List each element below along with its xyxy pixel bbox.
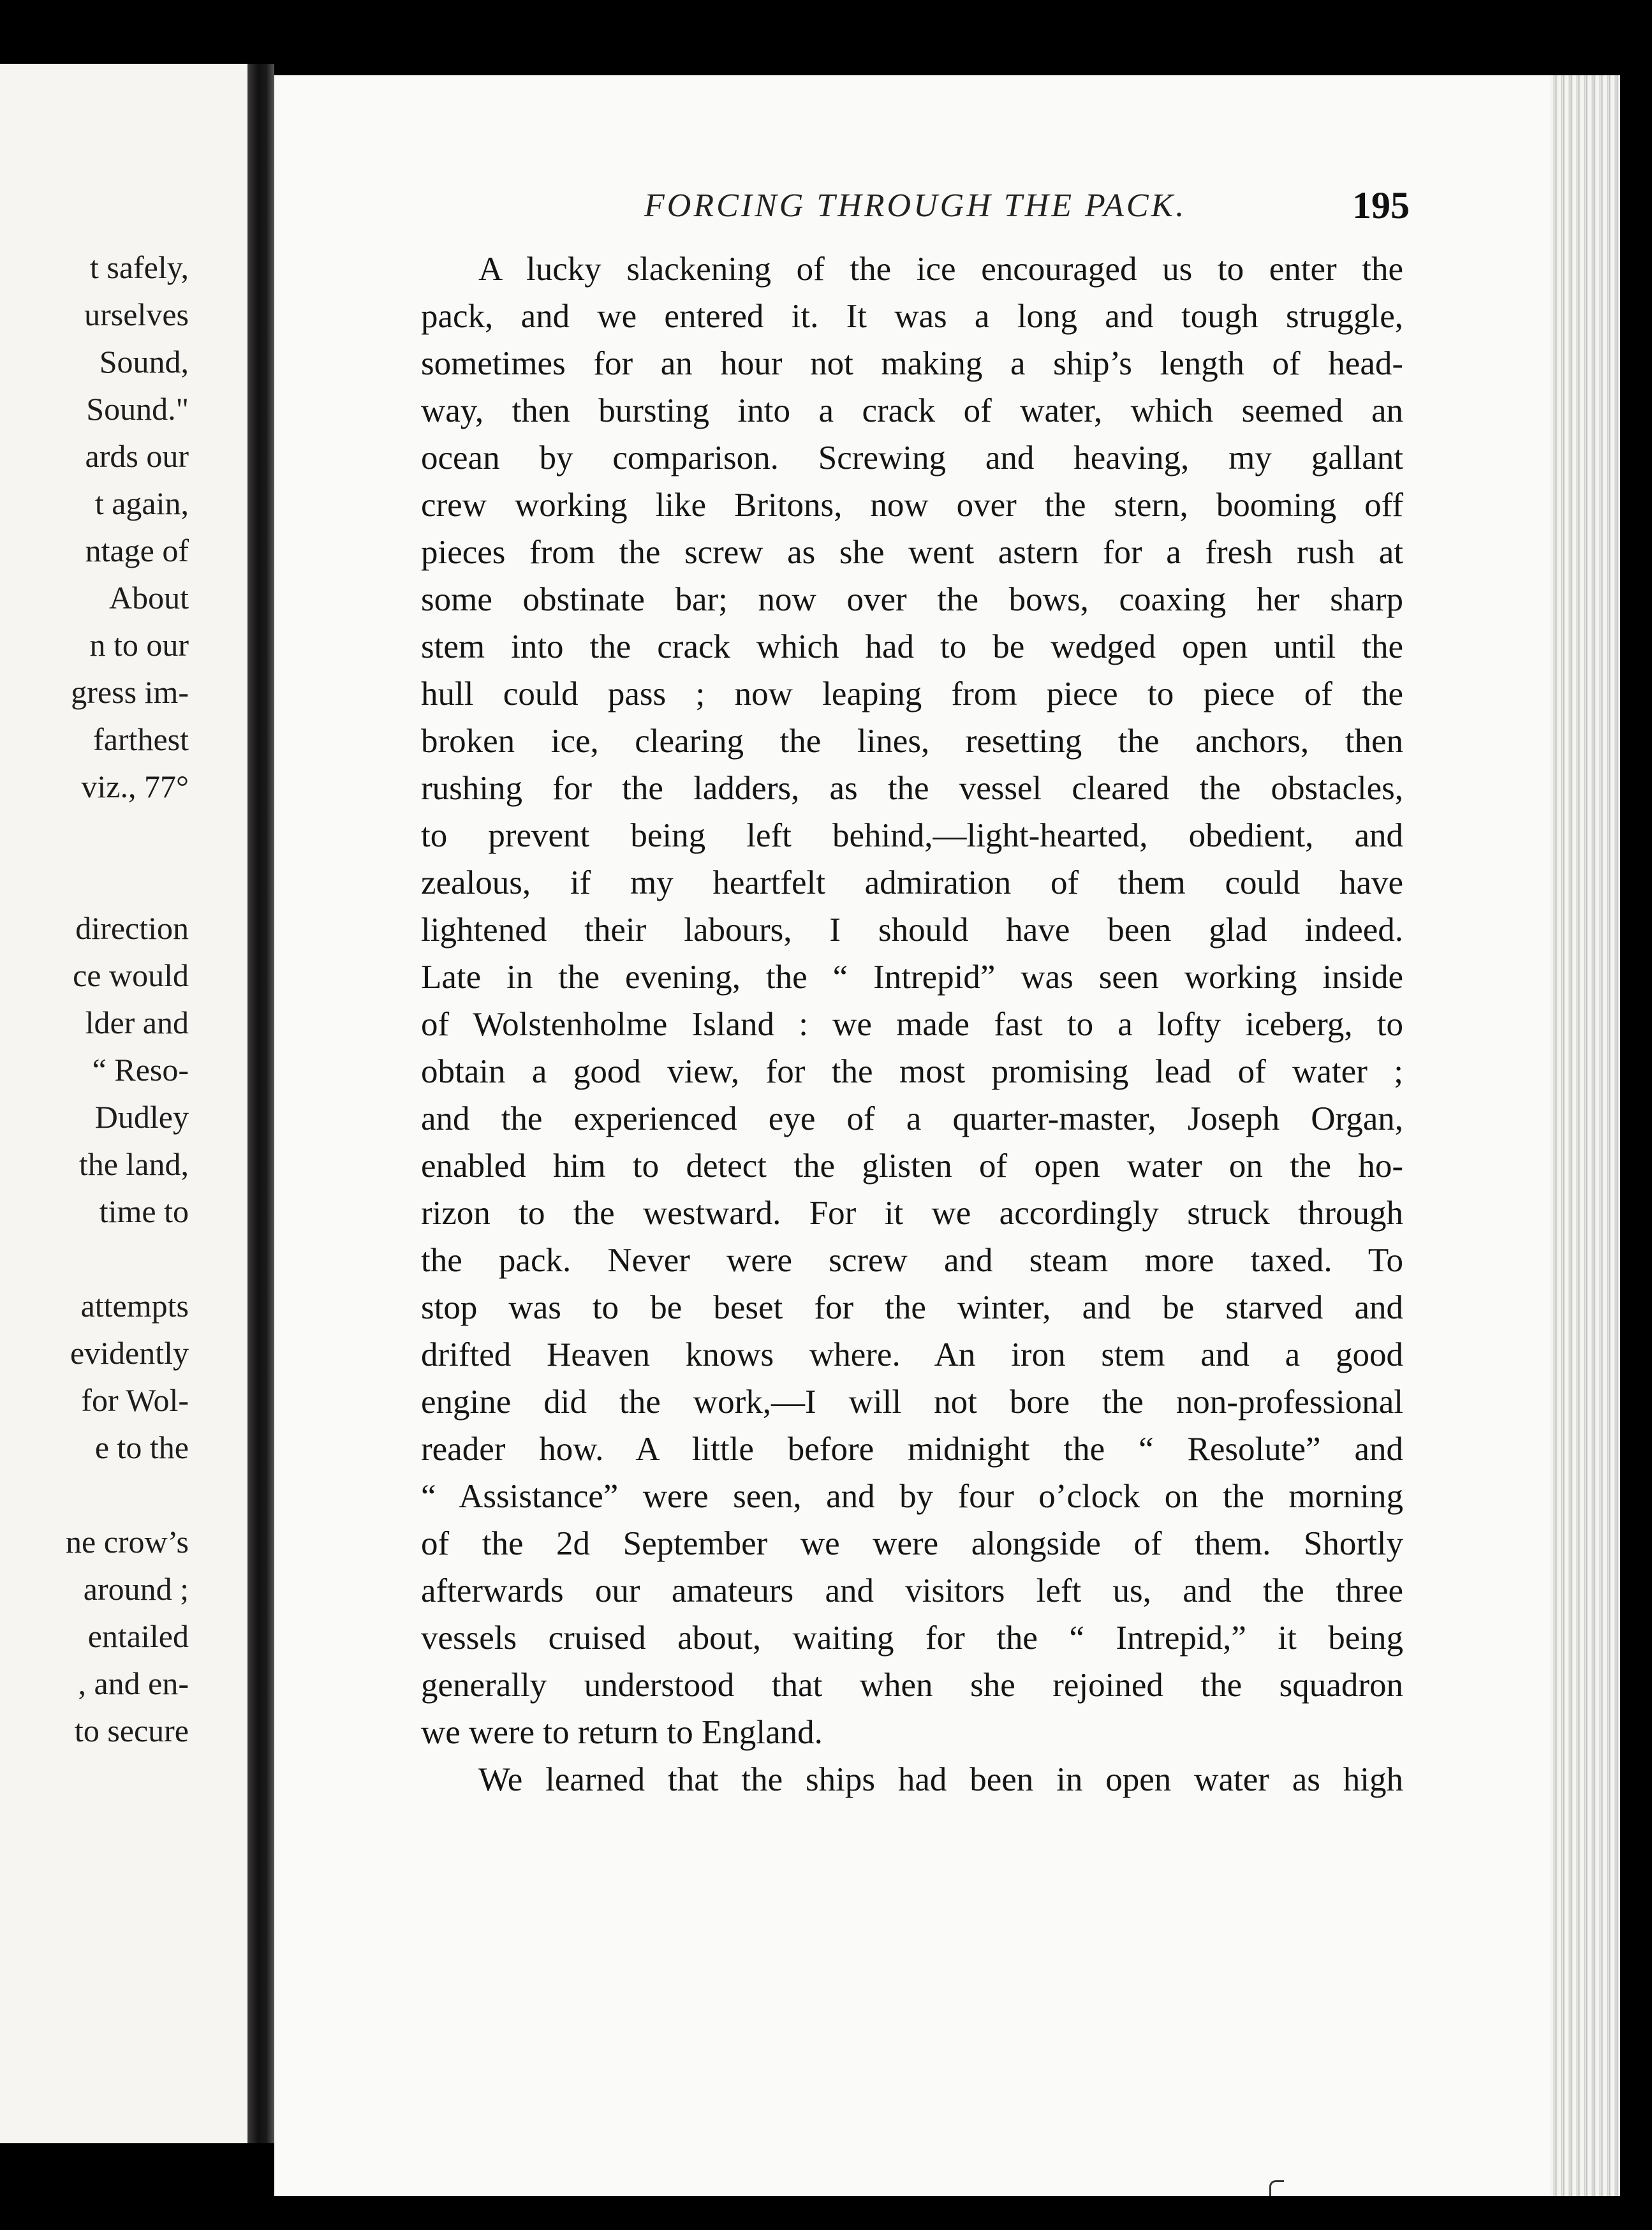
text-line: “ Assistance” were seen, and by four o’clock on the morning	[421, 1478, 1403, 1515]
text-line: stem into the crack which had to be wedged open until the	[421, 628, 1403, 665]
left-text-line: Sound,	[99, 344, 189, 380]
left-page-fragment	[0, 64, 247, 2143]
text-line: crew working like Britons, now over the stern, booming off	[421, 487, 1403, 524]
text-line: zealous, if my heartfelt admiration of them could have	[421, 864, 1403, 901]
text-line: some obstinate bar; now over the bows, coaxing her sharp	[421, 581, 1403, 618]
left-text-line: around ;	[83, 1571, 189, 1607]
left-text-line: n to our	[89, 627, 189, 663]
left-text-line: Dudley	[94, 1099, 189, 1135]
text-line: A lucky slackening of the ice encouraged us to enter the	[478, 251, 1403, 288]
text-line: afterwards our amateurs and visitors left us, and the three	[421, 1572, 1403, 1609]
page-fold-mark	[1269, 2180, 1284, 2196]
left-text-line: attempts	[80, 1288, 189, 1324]
left-text-line: evidently	[70, 1335, 189, 1371]
left-text-line: ards our	[85, 438, 189, 474]
text-line: engine did the work,—I will not bore the non-professional	[421, 1384, 1403, 1421]
text-line: enabled him to detect the glisten of open water on the ho-	[421, 1148, 1403, 1185]
running-head: FORCING THROUGH THE PACK.	[644, 188, 1187, 224]
text-line: of Wolstenholme Island : we made fast to a lofty iceberg, to	[421, 1006, 1403, 1043]
book-gutter	[247, 64, 274, 2143]
text-line: Late in the evening, the “ Intrepid” was seen working inside	[421, 959, 1403, 996]
left-text-line: farthest	[93, 721, 189, 757]
left-text-line: , and en-	[78, 1665, 189, 1701]
left-text-line: t again,	[94, 485, 189, 521]
text-line: We learned that the ships had been in open water as high	[478, 1761, 1403, 1798]
left-text-line: urselves	[84, 297, 189, 332]
text-line: way, then bursting into a crack of water, which seemed an	[421, 392, 1403, 429]
left-text-line: ce would	[73, 957, 189, 993]
page-number: 195	[1352, 184, 1410, 226]
left-text-line: entailed	[87, 1618, 189, 1654]
text-line: of the 2d September we were alongside of them. Shortly	[421, 1525, 1403, 1562]
left-text-line: gress im-	[71, 674, 189, 710]
left-text-line: t safely,	[89, 249, 189, 285]
text-line: lightened their labours, I should have been glad indeed.	[421, 912, 1403, 949]
left-text-line: the land,	[78, 1146, 189, 1182]
text-line: pieces from the screw as she went astern for a fresh rush at	[421, 534, 1403, 571]
left-text-line: About	[109, 580, 189, 616]
text-line: drifted Heaven knows where. An iron stem and a good	[421, 1336, 1403, 1373]
left-text-line: e to the	[94, 1429, 189, 1465]
text-line: obtain a good view, for the most promising lead of water ;	[421, 1053, 1403, 1090]
page-edges	[1550, 75, 1620, 2196]
right-page	[274, 75, 1620, 2196]
left-text-line: lder and	[85, 1005, 189, 1040]
text-line: the pack. Never were screw and steam more taxed. To	[421, 1242, 1403, 1279]
text-line: hull could pass ; now leaping from piece to piece of the	[421, 676, 1403, 713]
text-line: reader how. A little before midnight the “ Resolute” and	[421, 1431, 1403, 1468]
text-line: we were to return to England.	[421, 1714, 823, 1751]
left-text-line: ne crow’s	[66, 1524, 189, 1560]
text-line: pack, and we entered it. It was a long and tough struggle,	[421, 298, 1403, 335]
text-line: stop was to be beset for the winter, and be starved and	[421, 1289, 1403, 1326]
text-line: broken ice, clearing the lines, resetting the anchors, then	[421, 723, 1403, 760]
text-line: and the experienced eye of a quarter-master, Joseph Organ,	[421, 1100, 1403, 1137]
left-text-line: for Wol-	[81, 1382, 189, 1418]
text-line: sometimes for an hour not making a ship’s length of head-	[421, 345, 1403, 382]
left-text-line: Sound."	[86, 391, 189, 427]
text-line: rushing for the ladders, as the vessel cleared the obstacles,	[421, 770, 1403, 807]
text-line: generally understood that when she rejoined the squadron	[421, 1667, 1403, 1704]
left-text-line: to secure	[74, 1713, 189, 1748]
left-text-line: viz., 77°	[81, 769, 189, 804]
text-line: vessels cruised about, waiting for the “ Intrepid,” it being	[421, 1620, 1403, 1657]
left-text-line: time to	[99, 1193, 189, 1229]
text-line: rizon to the westward. For it we accordingly struck through	[421, 1195, 1403, 1232]
text-line: ocean by comparison. Screwing and heaving, my gallant	[421, 439, 1403, 476]
left-text-line: ntage of	[85, 533, 189, 568]
left-text-line: direction	[75, 910, 189, 946]
text-line: to prevent being left behind,—light-hearted, obedient, and	[421, 817, 1403, 854]
left-text-line: “ Reso-	[92, 1052, 189, 1088]
